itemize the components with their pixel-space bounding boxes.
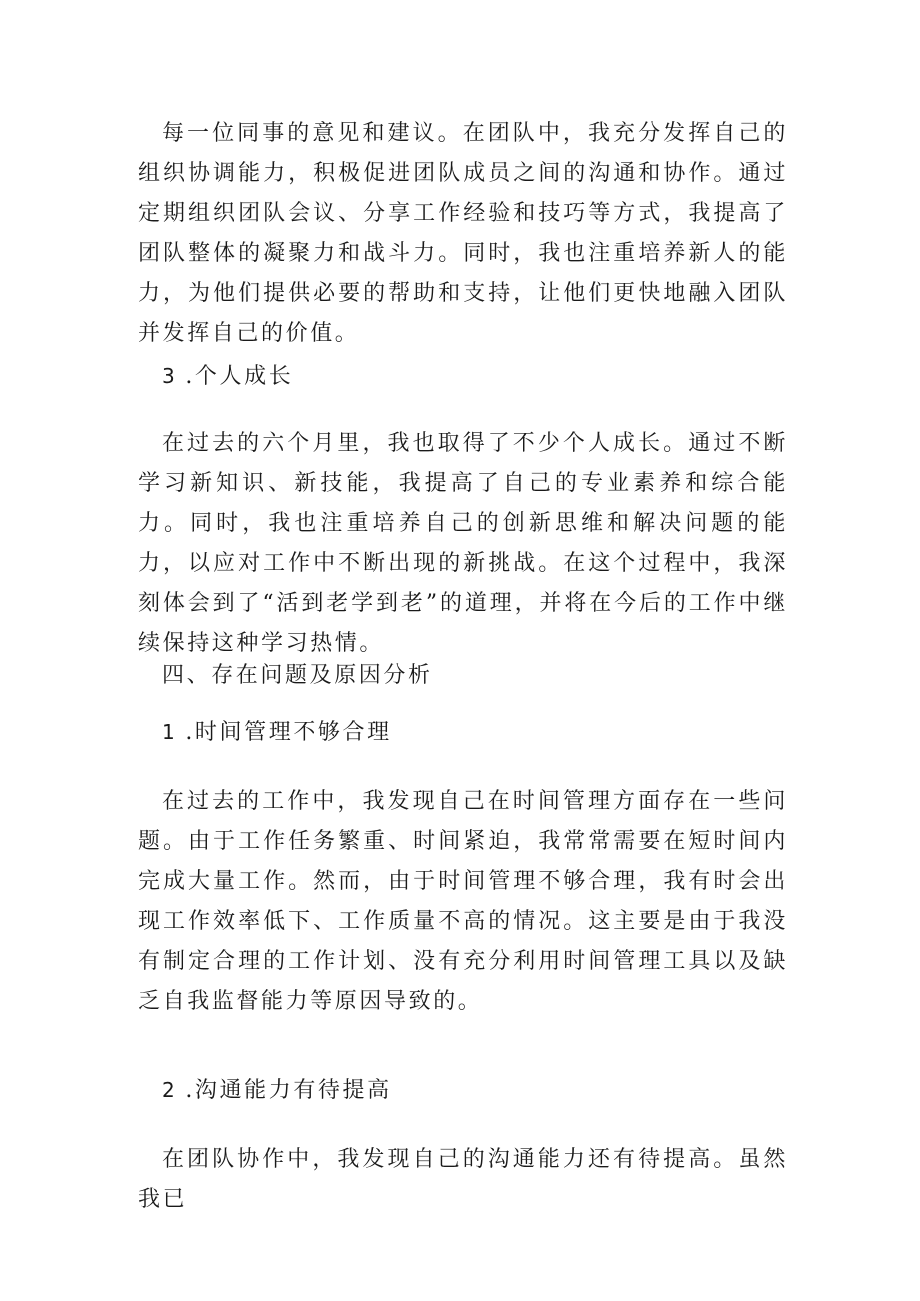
heading-number: 1: [162, 720, 178, 744]
paragraph-personal-growth: 在过去的六个月里，我也取得了不少个人成长。通过不断学习新知识、新技能，我提高了自己的专业素养和综合能力。同时，我也注重培养自己的创新思维和解决问题的能力，以应对工作中不断出现的新挑战。在这个过程中，我深刻体会到了“活到老学到老”的道理，并将在今后的工作中继续保持这种学习热情。: [138, 431, 788, 656]
heading-number: 3: [162, 364, 178, 388]
heading-time-management: [162, 712, 392, 753]
heading-text: .沟通能力有待提高: [185, 1078, 392, 1103]
heading-text: .时间管理不够合理: [185, 720, 392, 745]
heading-number: 2: [162, 1078, 178, 1102]
heading-communication: [162, 1070, 392, 1111]
paragraph-team-coordination: 每一位同事的意见和建议。在团队中，我充分发挥自己的组织协调能力，积极促进团队成员之间的沟通和协作。通过定期组织团队会议、分享工作经验和技巧等方式，我提高了团队整体的凝聚力和战斗力。同时，我也注重培养新人的能力，为他们提供必要的帮助和支持，让他们更快地融入团队并发挥自己的价值。: [138, 121, 788, 346]
section-title-problems: 四、存在问题及原因分析: [162, 663, 433, 688]
paragraph-time-management: 在过去的工作中，我发现自己在时间管理方面存在一些问题。由于工作任务繁重、时间紧迫，我常常需要在短时间内完成大量工作。然而，由于时间管理不够合理，我有时会出现工作效率低下、工作质量不高的情况。这主要是由于我没有制定合理的工作计划、没有充分利用时间管理工具以及缺乏自我监督能力等原因导致的。: [138, 789, 788, 1014]
heading-personal-growth: [162, 356, 293, 397]
paragraph-communication: 在团队协作中，我发现自己的沟通能力还有待提高。虽然我已: [138, 1147, 788, 1212]
heading-text: .个人成长: [185, 364, 294, 389]
